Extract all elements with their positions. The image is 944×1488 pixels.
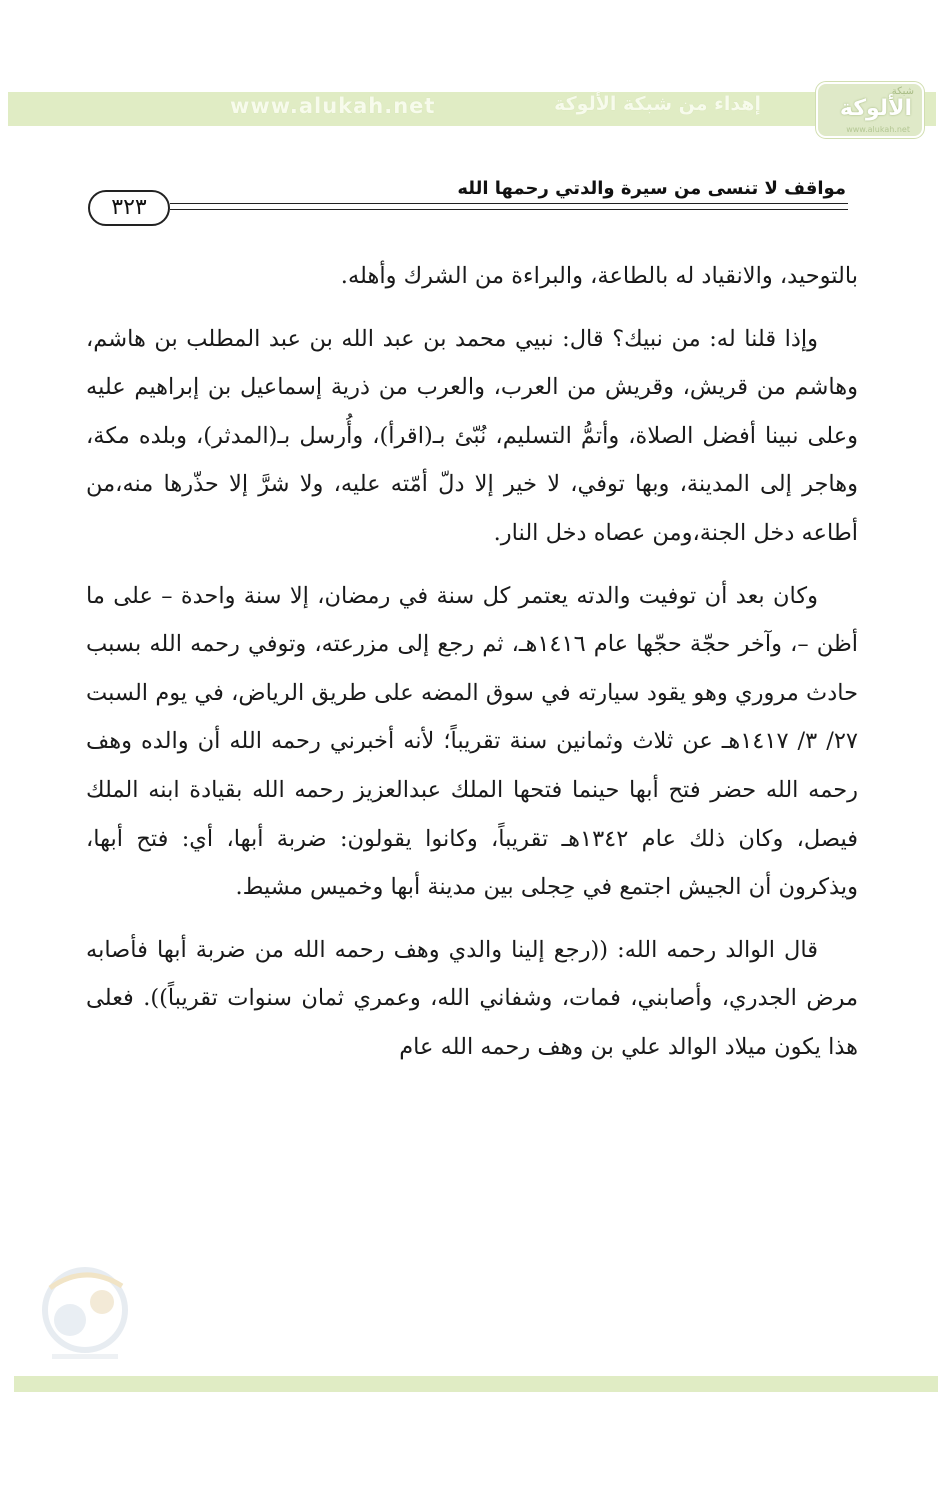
banner-url: www.alukah.net <box>230 94 436 118</box>
emblem-watermark-icon <box>30 1258 140 1366</box>
running-header-title: مواقف لا تنسى من سيرة والدتي رحمها الله <box>457 178 846 199</box>
page-body <box>86 252 858 1072</box>
paragraph: وإذا قلنا له: من نبيك؟ قال: نبيي محمد بن عبد الله بن عبد المطلب بن هاشم، وهاشم من قريش، وقريش من العرب، والعرب من ذرية إسماعيل بن إبراهيم عليه وعلى نبينا أفضل الصلاة، وأتمُّ التسليم، نُبّئ بـ(اقرأ)، وأُرسل بـ(المدثر)، وبلده مكة، وهاجر إلى المدينة، وبها توفي، لا خير إلا دلّ أمّته عليه، ولا شرَّ إلا حذّرها منه،من أطاعه دخل الجنة،ومن عصاه دخل النار. <box>86 325 858 546</box>
alukah-logo <box>816 82 924 138</box>
header-rule-top <box>170 203 848 204</box>
top-banner <box>8 92 936 126</box>
paragraph: قال الوالد رحمه الله: ((رجع إلينا والدي وهف رحمه الله من ضربة أبها فأصابه مرض الجدري، وأصابني، فمات، وشفاني الله، وعمري ثمان سنوات تقريباً)). فعلى هذا يكون ميلاد الوالد علي بن وهف رحمه الله عام <box>86 936 858 1060</box>
logo-url-text: www.alukah.net <box>846 125 910 134</box>
header-rule-bottom <box>170 209 848 210</box>
page-number-badge: ٣٢٣ <box>88 190 170 226</box>
banner-gift-text: إهداء من شبكة الألوكة <box>554 93 761 115</box>
paragraph: بالتوحيد، والانقياد له بالطاعة، والبراءة من الشرك وأهله. <box>340 263 858 289</box>
bottom-banner <box>14 1376 938 1392</box>
logo-main-text: الألوكة <box>839 96 912 121</box>
logo-top-text: شبكة <box>891 86 914 97</box>
paragraph: وكان بعد أن توفيت والدته يعتمر كل سنة في رمضان، إلا سنة واحدة – على ما أظن –، وآخر حجّة حجّها عام ١٤١٦هـ، ثم رجع إلى مزرعته، وتوفي رحمه الله بسبب حادث مروري وهو يقود سيارته في سوق المضه على طريق الرياض، في يوم السبت ٢٧/ ٣/ ١٤١٧هـ عن ثلاث وثمانين سنة تقريباً؛ لأنه أخبرني رحمه الله أن والده وهف رحمه الله حضر فتح أبها حينما فتحها الملك عبدالعزيز رحمه الله بقيادة ابنه الملك فيصل، وكان ذلك عام ١٣٤٢هـ تقريباً، وكانوا يقولون: ضربة أبها، أي: فتح أبها، ويذكرون أن الجيش اجتمع في حِجلى بين مدينة أبها وخميس مشيط. <box>86 582 859 901</box>
